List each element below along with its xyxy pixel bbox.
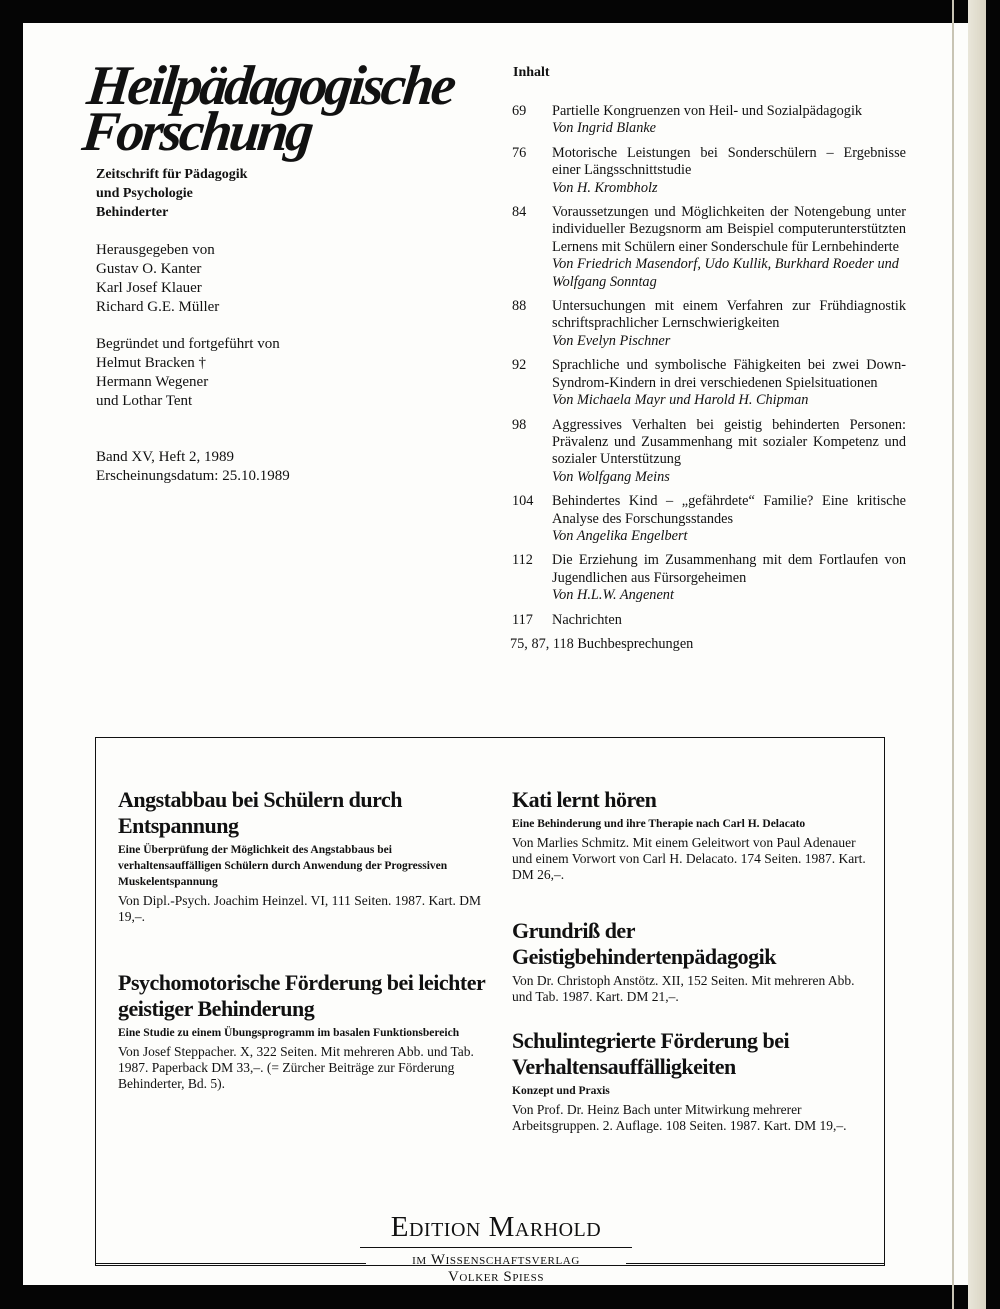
toc-page-number: 98 bbox=[512, 416, 527, 433]
toc-article-title: Untersuchungen mit einem Verfahren zur Frühdiagnostik schriftsprachlicher Lernschwierigkeiten bbox=[552, 298, 906, 332]
book-subtitle: Eine Studie zu einem Übungsprogramm im basalen Funktionsbereich bbox=[118, 1027, 460, 1039]
founder-name: und Lothar Tent bbox=[96, 393, 193, 409]
issue-info bbox=[96, 448, 396, 486]
toc-article-author: Von Angelika Engelbert bbox=[552, 527, 688, 544]
toc-article-title: Motorische Leistungen bei Sonderschülern – Ergebnisse einer Längsschnittstudie bbox=[552, 144, 906, 179]
book-details: Von Josef Steppacher. X, 322 Seiten. Mit mehreren Abb. und Tab. 1987. Paperback DM 33,–. (= Zürcher Beiträge zur Förderung Behinderter, Bd. 5). bbox=[118, 1044, 474, 1091]
subtitle-line: und Psychologie bbox=[96, 186, 193, 201]
founders-label: Begründet und fortgeführt von bbox=[96, 336, 280, 352]
toc-article-title: Sprachliche und symbolische Fähigkeiten bei zwei Down-Syndrom-Kindern in drei verschiedenen Spielsituationen bbox=[552, 357, 906, 391]
founders-block bbox=[96, 335, 356, 411]
toc-page-number: 69 bbox=[512, 103, 527, 119]
toc-page-number: 117 bbox=[512, 611, 533, 628]
toc-entry-reviews bbox=[510, 636, 906, 653]
rule-left bbox=[96, 1263, 366, 1264]
toc-entry bbox=[510, 145, 906, 197]
toc-heading: Inhalt bbox=[513, 65, 550, 80]
toc-article-author: Von H. Krombholz bbox=[552, 179, 658, 196]
book-title: Kati lernt hören bbox=[512, 787, 657, 812]
book-details: Von Prof. Dr. Heinz Bach unter Mitwirkung mehrerer Arbeitsgruppen. 2. Auflage. 108 Seiten. 1987. Kart. DM 19,–. bbox=[512, 1102, 847, 1133]
toc-article-title: Behindertes Kind – „gefährdete“ Familie? Eine kritische Analyse des Forschungsstandes bbox=[552, 493, 906, 527]
publisher-imprint bbox=[360, 1211, 632, 1286]
book-title: Angstabbau bei Schülern durch Entspannung bbox=[118, 787, 403, 838]
toc-article-author: Von Evelyn Pischner bbox=[552, 332, 671, 349]
book-ad bbox=[118, 787, 488, 925]
toc-page-number: 92 bbox=[512, 357, 527, 374]
editor-name: Karl Josef Klauer bbox=[96, 280, 202, 296]
rule-right bbox=[626, 1263, 884, 1264]
toc-article-title: Partielle Kongruenzen von Heil- und Sozialpädagogik bbox=[552, 103, 863, 119]
journal-title-line1: Heilpädagogische bbox=[84, 55, 457, 117]
table-of-contents bbox=[510, 103, 906, 653]
journal-page bbox=[23, 23, 968, 1285]
founder-name: Helmut Bracken † bbox=[96, 355, 206, 371]
toc-page-number: 76 bbox=[512, 144, 527, 161]
toc-entry-news bbox=[510, 612, 906, 629]
journal-title-line2: Forschung bbox=[79, 101, 315, 163]
toc-news-label: Nachrichten bbox=[552, 611, 622, 628]
toc-entry bbox=[510, 298, 906, 350]
toc-article-title: Voraussetzungen und Möglichkeiten der Notengebung unter individueller Bezugsnorm am Beispiel computerunterstützten Lernens mit Schülern einer Sonderschule für Lernbehinderte bbox=[552, 204, 906, 255]
toc-article-author: Von Friedrich Masendorf, Udo Kullik, Burkhard Roeder und Wolfgang Sonntag bbox=[552, 256, 899, 290]
toc-review-pages: 75, 87, 118 bbox=[510, 635, 574, 652]
toc-article-title: Aggressives Verhalten bei geistig behinderten Personen: Prävalenz und Zusammenhang mit sozialer Kompetenz und sozialer Unterstützung bbox=[552, 416, 906, 468]
book-title: Grundriß der Geistigbehindertenpädagogik bbox=[512, 918, 776, 969]
editors-block bbox=[96, 241, 356, 317]
book-ad bbox=[512, 1028, 872, 1134]
journal-title bbox=[79, 55, 457, 163]
toc-article-author: Von Michaela Mayr und Harold H. Chipman bbox=[552, 392, 809, 409]
book-subtitle: Eine Behinderung und ihre Therapie nach Carl H. Delacato bbox=[512, 818, 806, 830]
subtitle-line: Behinderter bbox=[96, 205, 169, 220]
subtitle-line: Zeitschrift für Pädagogik bbox=[96, 167, 248, 182]
book-title: Schulintegrierte Förderung bei Verhaltensauffälligkeiten bbox=[512, 1028, 790, 1079]
editor-name: Richard G.E. Müller bbox=[96, 299, 220, 315]
toc-entry bbox=[510, 417, 906, 487]
issue-volume: Band XV, Heft 2, 1989 bbox=[96, 449, 235, 465]
toc-reviews-label: Buchbesprechungen bbox=[577, 635, 694, 652]
book-details: Von Dipl.-Psych. Joachim Heinzel. VI, 111 Seiten. 1987. Kart. DM 19,–. bbox=[118, 893, 481, 924]
book-ad bbox=[512, 918, 872, 1005]
publisher-advertisement bbox=[95, 737, 885, 1285]
book-ad bbox=[512, 787, 872, 883]
toc-page-number: 84 bbox=[512, 204, 527, 221]
toc-article-author: Von H.L.W. Angenent bbox=[552, 587, 674, 604]
book-title: Psychomotorische Förderung bei leichter geistiger Behinderung bbox=[118, 970, 485, 1021]
publisher-line1: im Wissenschaftsverlag bbox=[360, 1247, 632, 1269]
book-subtitle: Konzept und Praxis bbox=[512, 1085, 610, 1097]
book-subtitle: Eine Überprüfung der Möglichkeit des Angstabbaus bei verhaltensauffälligen Schülern durch Anwendung der Progressiven Muskelentspannung bbox=[118, 844, 448, 888]
toc-page-number: 112 bbox=[512, 552, 533, 569]
publisher-name: Edition Marhold bbox=[390, 1211, 602, 1243]
page-edge bbox=[952, 0, 954, 1309]
editor-name: Gustav O. Kanter bbox=[96, 261, 202, 277]
toc-entry bbox=[510, 357, 906, 409]
toc-entry bbox=[510, 103, 906, 138]
toc-article-title: Die Erziehung im Zusammenhang mit dem Fortlaufen von Jugendlichen aus Fürsorgeheimen bbox=[552, 552, 906, 586]
book-details: Von Dr. Christoph Anstötz. XII, 152 Seiten. Mit mehreren Abb. und Tab. 1987. Kart. DM 21,–. bbox=[512, 973, 855, 1004]
book-details: Von Marlies Schmitz. Mit einem Geleitwort von Paul Adenauer und einem Vorwort von Carl H. Delacato. 174 Seiten. 1987. Kart. DM 26,–. bbox=[512, 835, 866, 882]
toc-entry bbox=[510, 493, 906, 545]
toc-page-number: 104 bbox=[512, 493, 534, 510]
publisher-line2: Volker Spiess bbox=[447, 1269, 545, 1285]
book-ad bbox=[118, 970, 488, 1092]
editors-label: Herausgegeben von bbox=[96, 242, 215, 258]
journal-subtitle bbox=[96, 165, 356, 222]
toc-article-author: Von Wolfgang Meins bbox=[552, 468, 670, 485]
adjacent-page-strip bbox=[968, 0, 986, 1309]
founder-name: Hermann Wegener bbox=[96, 374, 209, 390]
toc-entry bbox=[510, 552, 906, 604]
toc-entry bbox=[510, 204, 906, 291]
issue-date: Erscheinungsdatum: 25.10.1989 bbox=[96, 468, 290, 484]
toc-article-author: Von Ingrid Blanke bbox=[552, 120, 657, 137]
toc-page-number: 88 bbox=[512, 298, 527, 315]
